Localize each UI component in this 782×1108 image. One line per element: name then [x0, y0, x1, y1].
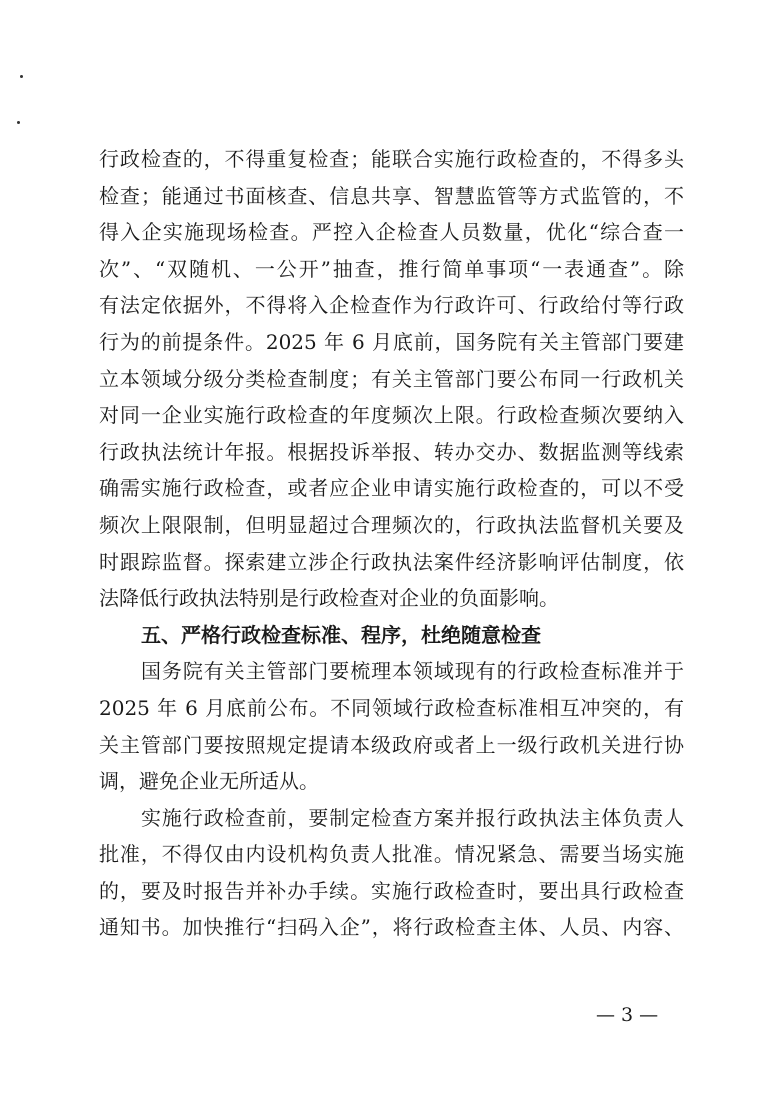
scan-speck	[17, 121, 20, 124]
text-line: 批准，不得仅由内设机构负责人批准。情况紧急、需要当场实施	[99, 842, 684, 867]
text-line: 立本领域分级分类检查制度；有关主管部门要公布同一行政机关	[99, 366, 684, 391]
text-line: 确需实施行政检查，或者应企业申请实施行政检查的，可以不受	[99, 476, 684, 501]
text-line: 调，避免企业无所适从。	[99, 769, 319, 794]
text-line: 的，要及时报告并补办手续。实施行政检查时，要出具行政检查	[99, 878, 684, 903]
text-line: 检查；能通过书面核查、信息共享、智慧监管等方式监管的，不	[99, 183, 684, 208]
text-line: 频次上限限制，但明显超过合理频次的，行政执法监督机关要及	[99, 512, 684, 537]
text-line: 通知书。加快推行“扫码入企”，将行政检查主体、人员、内容、	[99, 915, 684, 940]
text-line: 行政检查的，不得重复检查；能联合实施行政检查的，不得多头	[99, 147, 684, 171]
scan-speck	[20, 75, 23, 78]
text-line: 对同一企业实施行政检查的年度频次上限。行政检查频次要纳入	[99, 403, 684, 428]
section-heading: 五、严格行政检查标准、程序，杜绝随意检查	[141, 622, 541, 647]
text-line: 2025 年 6 月底前公布。不同领域行政检查标准相互冲突的，有	[99, 695, 684, 720]
text-line: 法降低行政执法特别是行政检查对企业的负面影响。	[99, 586, 559, 611]
document-body	[99, 141, 684, 946]
text-line: 行为的前提条件。2025 年 6 月底前，国务院有关主管部门要建	[99, 329, 684, 354]
paragraph-first-line: 国务院有关主管部门要梳理本领域现有的行政检查标准并于	[141, 659, 684, 684]
text-line: 有法定依据外，不得将入企检查作为行政许可、行政给付等行政	[99, 293, 684, 318]
text-line: 关主管部门要按照规定提请本级政府或者上一级行政机关进行协	[99, 732, 684, 757]
text-line: 得入企实施现场检查。严控入企检查人员数量，优化“综合查一	[99, 220, 684, 245]
text-line: 次”、“双随机、一公开”抽查，推行简单事项“一表通查”。除	[99, 256, 684, 281]
text-line: 行政执法统计年报。根据投诉举报、转办交办、数据监测等线索	[99, 439, 684, 464]
paragraph-first-line: 实施行政检查前，要制定检查方案并报行政执法主体负责人	[141, 805, 684, 830]
text-line: 时跟踪监督。探索建立涉企行政执法案件经济影响评估制度，依	[99, 549, 684, 574]
page-number: — 3 —	[596, 1004, 659, 1026]
